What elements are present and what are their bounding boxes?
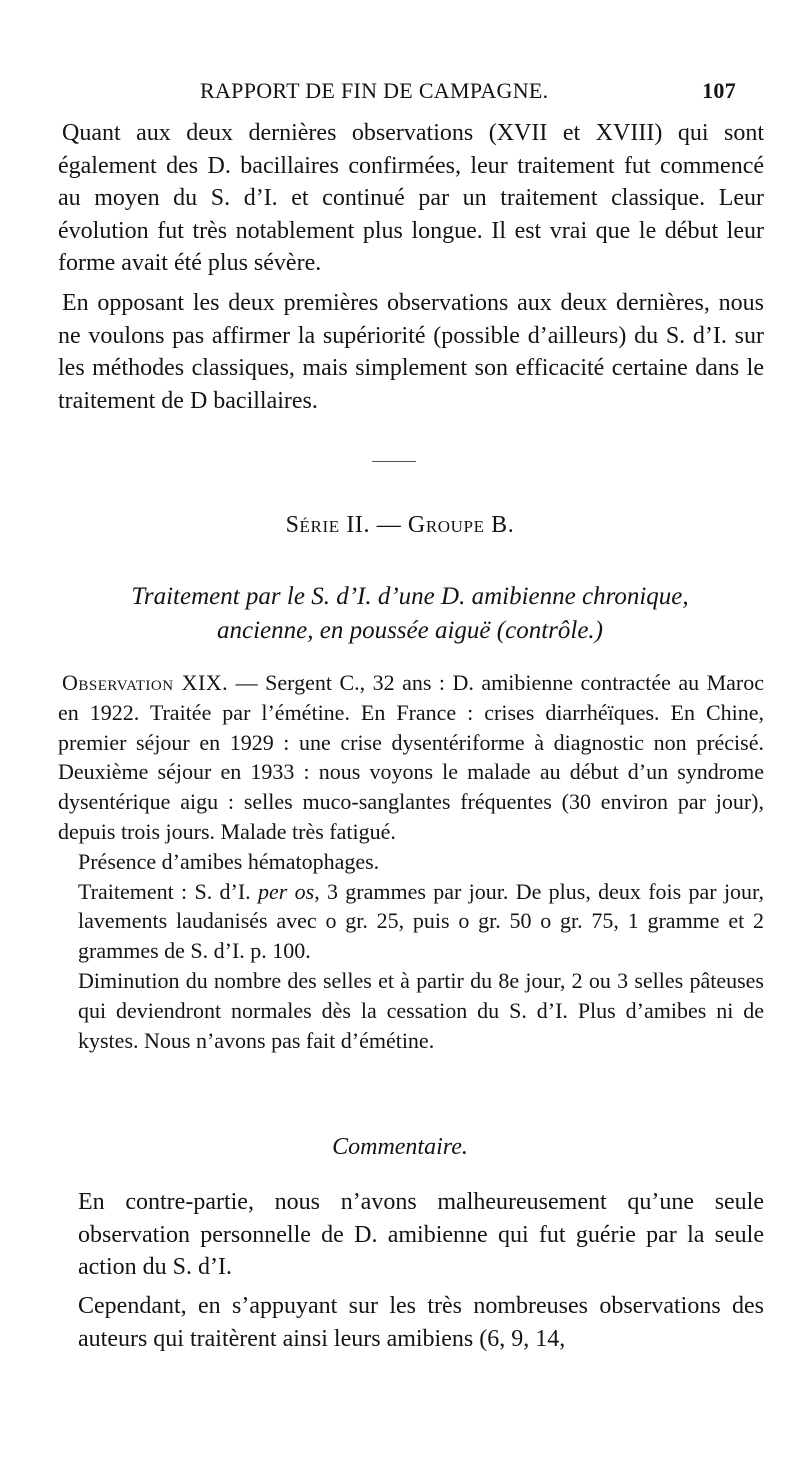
section-subtitle — [70, 580, 750, 648]
observation-paragraph — [58, 877, 764, 966]
paragraph-text: En contre-partie, nous n’avons malheureusement qu’une seule observation personnelle de D. amibienne qui fut guérie par la seule action du S. d’I. — [78, 1189, 764, 1280]
observation-text: — Sergent C., 32 ans : D. amibienne contractée au Maroc en 1922. Traitée par l’émétine. En France : crises diarrhéïques. En Chine, premier séjour en 1929 : une crise dysentériforme à diagnostic non précisé. Deuxième séjour en 1933 : nous voyons le malade au début d’un syndrome dysentérique aigu : selles muco-sanglantes fréquentes (30 environ par jour), depuis trois jours. Malade très fatigué. — [58, 670, 764, 844]
series-heading: Série II. — Groupe B. — [285, 512, 515, 538]
paragraph-text: Cependant, en s’appuyant sur les très nombreuses observations des auteurs qui traitèrent ainsi leurs amibiens (6, 9, 14, — [78, 1293, 764, 1352]
paragraph-observations-xvii-xviii — [58, 117, 764, 280]
observation-label: Observation XIX. — [62, 670, 229, 695]
page-number: 107 — [702, 78, 736, 103]
running-title: RAPPORT DE FIN DE CAMPAGNE. — [200, 78, 549, 103]
subtitle-line: ancienne, en poussée aiguë (contrôle.) — [217, 617, 603, 644]
paragraph-comparison — [58, 287, 764, 417]
section-divider — [372, 461, 416, 462]
observation-paragraph — [58, 668, 764, 847]
paragraph-commentary-2 — [58, 1290, 764, 1355]
treatment-route: per os — [257, 878, 315, 904]
treatment-text: , 3 grammes par jour. De plus, deux fois par jour, lavements laudanisés avec o gr. 25, puis o gr. 50 o gr. 75, 1 gramme et 2 grammes de S. d’I. p. 100. — [78, 878, 764, 964]
treatment-text: Traitement : S. d’I. — [78, 878, 258, 904]
observation-paragraph: Présence d’amibes hématophages. — [78, 848, 380, 874]
paragraph-text: Quant aux deux dernières observations (XVII et XVIII) qui sont également des D. bacillaires confirmées, leur traitement fut commencé au moyen du S. d’I. et continué par un traitement classique. Leur évolution fut très notablement plus longue. Il est vrai que le début leur forme avait été plus sévère. — [58, 120, 764, 276]
page-header — [200, 78, 740, 106]
paragraph-text: En opposant les deux premières observations aux deux dernières, nous ne voulons pas affirmer la supériorité (possible d’ailleurs) du S. d’I. sur les méthodes classiques, mais simplement son efficacité certaine dans le traitement de D bacillaires. — [58, 290, 764, 414]
subtitle-line: Traitement par le S. d’I. d’une D. amibienne chronique, — [131, 583, 689, 610]
observation-paragraph: Diminution du nombre des selles et à partir du 8e jour, 2 ou 3 selles pâteuses qui deviendront normales dès la cessation du S. d’I. Plus d’amibes ni de kystes. Nous n’avons pas fait d’émétine. — [78, 967, 764, 1053]
paragraph-commentary-1 — [58, 1186, 764, 1284]
observation-xix — [58, 668, 764, 1055]
commentary-heading: Commentaire. — [332, 1134, 468, 1160]
